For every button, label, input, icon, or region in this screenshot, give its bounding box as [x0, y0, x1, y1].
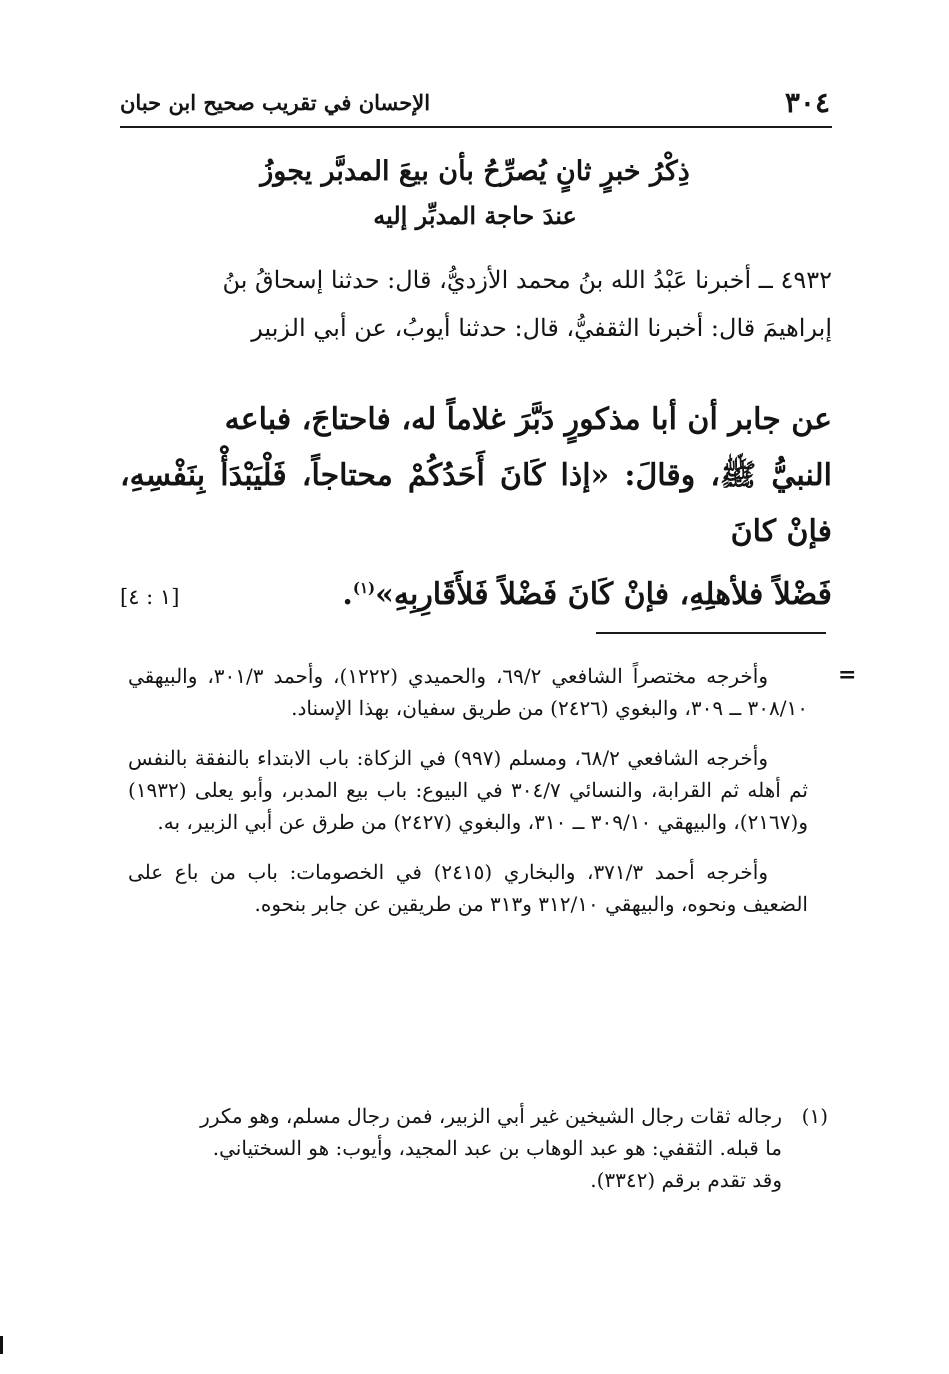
matn-line3: فَضْلاً فلأهلِهِ، فإنْ كَانَ فَضْلاً فَلأَقَارِبِهِ»$^{(١)}$.: [342, 577, 832, 612]
footnote-1: [128, 1100, 828, 1196]
chapter-heading-line2: عندَ حاجة المدبِّر إليه: [373, 201, 577, 230]
chapter-heading-line1: ذِكْرُ خبرٍ ثانٍ يُصرِّحُ بأن بيعَ المدبَّر يجوزُ: [260, 156, 690, 187]
page-header: [120, 82, 830, 122]
footnotes-continued: [128, 660, 808, 938]
scan-edge-mark: [0, 1336, 3, 1354]
matn-end-punct: .: [342, 577, 353, 612]
hadith-reference: [١ : ٤]: [120, 585, 180, 609]
hadith-isnad: [122, 256, 832, 352]
footnote-1-line1: رجاله ثقات رجال الشيخين غير أبي الزبير، فمن رجال مسلم، وهو مكرر: [200, 1104, 782, 1128]
footnote-rule: [596, 632, 826, 634]
page-number: ٣٠٤: [784, 86, 830, 119]
footnote-paragraph-a: وأخرجه مختصراً الشافعي ٦٩/٢، والحميدي (١٢٢٢)، وأحمد ٣٠١/٣، والبيهقي ٣٠٨/١٠ ــ ٣٠٩، والبغوي (٢٤٢٦) من طريق سفيان، بهذا الإسناد.: [128, 664, 808, 720]
matn-line2: النبيُّ ﷺ، وقالَ: «إذا كَانَ أَحَدُكُمْ محتاجاً، فَلْيَبْدَأْ بِنَفْسِهِ، فإنْ كانَ: [120, 458, 832, 549]
footnote-1-line3: وقد تقدم برقم (٣٣٤٢).: [590, 1168, 782, 1192]
footnote-1-text: [128, 1100, 782, 1196]
footnote-paragraph-b: وأخرجه الشافعي ٦٨/٢، ومسلم (٩٩٧) في الزكاة: باب الابتداء بالنفقة بالنفس ثم أهله ثم القرابة، والنسائي ٣٠٤/٧ في البيوع: باب بيع المدبر، وأبو يعلى (١٩٣٢) و(٢١٦٧)، والبيهقي ٣٠٩/١٠ ــ ٣١٠، والبغوي (٢٤٢٧) من طرق عن أبي الزبير، به.: [128, 746, 808, 834]
matn-line1: عن جابر أن أبا مذكورٍ دَبَّرَ غلاماً له، فاحتاجَ، فباعه: [224, 402, 832, 437]
continuation-mark: =: [838, 662, 857, 688]
footnote-1-line2: ما قبله. الثقفي: هو عبد الوهاب بن عبد المجيد، وأيوب: هو السختياني.: [212, 1136, 782, 1160]
hadith-matn: [120, 392, 832, 625]
footnote-marker: (١): [352, 579, 376, 597]
matn-line3-row: [120, 560, 832, 625]
running-title: الإحسان في تقريب صحيح ابن حبان: [120, 90, 431, 115]
header-rule: [120, 126, 832, 128]
footnote-1-number: (١): [801, 1104, 828, 1128]
isnad-line1: ٤٩٣٢ ــ أخبرنا عَبْدُ الله بنُ محمد الأزديُّ، قال: حدثنا إسحاقُ بنُ: [222, 266, 832, 294]
isnad-line2: إبراهيمَ قال: أخبرنا الثقفيُّ، قال: حدثنا أيوبُ، عن أبي الزبير: [251, 314, 832, 342]
footnote-paragraph-c: وأخرجه أحمد ٣٧١/٣، والبخاري (٢٤١٥) في الخصومات: باب من باع على الضعيف ونحوه، والبيهقي ٣١٢/١٠ و٣١٣ من طريقين عن جابر بنحوه.: [128, 860, 808, 916]
chapter-heading: [120, 150, 830, 238]
